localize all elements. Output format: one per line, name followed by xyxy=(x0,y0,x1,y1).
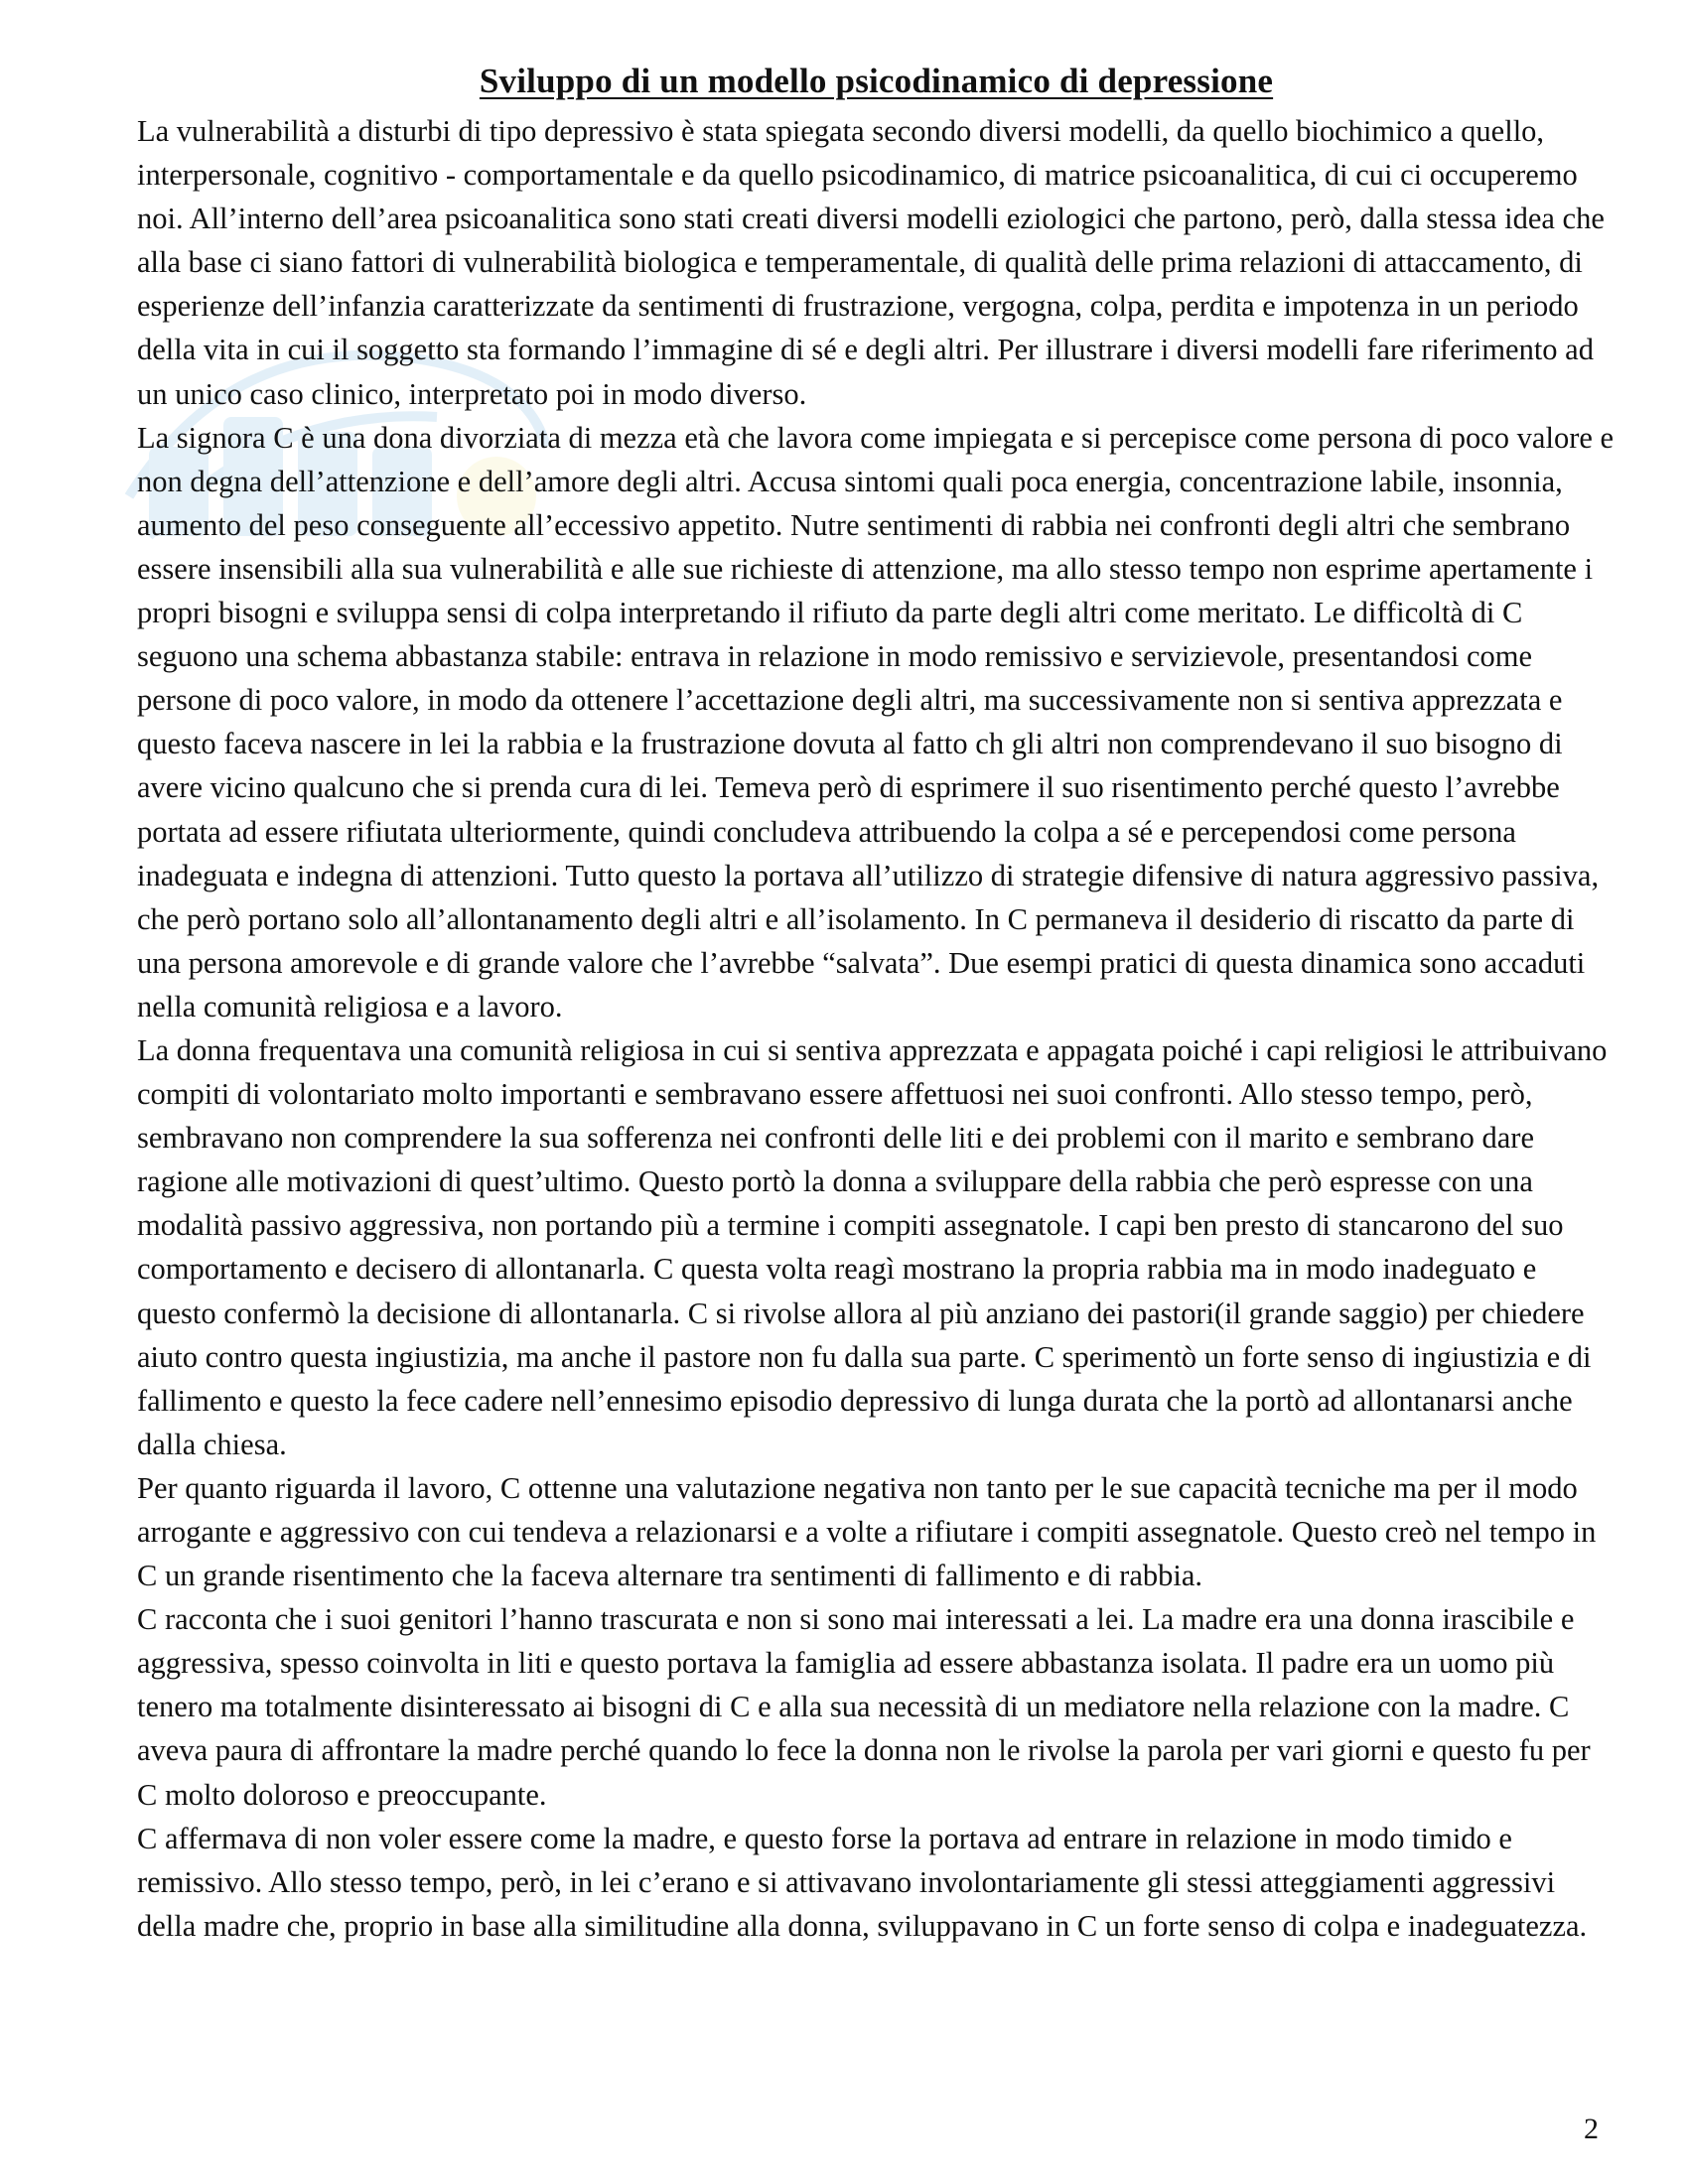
paragraph-intro: La vulnerabilità a disturbi di tipo depressivo è stata spiegata secondo diversi modelli, da quello biochimico a quello, interpersonale, cognitivo - comportamentale e da quello psicodinamico, di matrice psicoanalitica, di cui ci occuperemo noi. All’interno dell’area psicoanalitica sono stati creati diversi modelli eziologici che partono, però, dalla stessa idea che alla base ci siano fattori di vulnerabilità biologica e temperamentale, di qualità delle prima relazioni di attaccamento, di esperienze dell’infanzia caratterizzate da sentimenti di frustrazione, vergogna, colpa, perdita e impotenza in un periodo della vita in cui il soggetto sta formando l’immagine di sé e degli altri. Per illustrare i diversi modelli fare riferimento ad un unico caso clinico, interpretato poi in modo diverso. xyxy=(137,114,1605,411)
page-number: 2 xyxy=(1584,2113,1599,2145)
paragraph-religious-community: La donna frequentava una comunità religiosa in cui si sentiva apprezzata e appagata poiché i capi religiosi le attribuivano compiti di volontariato molto importanti e sembravano essere affettuosi nei suoi confronti. Allo stesso tempo, però, sembravano non comprendere la sua sofferenza nei confronti delle liti e dei problemi con il marito e sembrano dare ragione alle motivazioni di quest’ultimo. Questo portò la donna a sviluppare della rabbia che però espresse con una modalità passivo aggressiva, non portando più a termine i compiti assegnatole. I capi ben presto di stancarono del suo comportamento e decisero di allontanarla. C questa volta reagì mostrano la propria rabbia ma in modo inadeguato e questo confermò la decisione di allontanarla. C si rivolse allora al più anziano dei pastori(il grande saggio) per chiedere aiuto contro questa ingiustizia, ma anche il pastore non fu dalla sua parte. C sperimentò un forte senso di ingiustizia e di fallimento e questo la fece cadere nell’ennesimo episodio depressivo di lunga durata che la portò ad allontanarsi anche dalla chiesa. xyxy=(137,1032,1608,1461)
document-title: Sviluppo di un modello psicodinamico di depressione xyxy=(479,62,1274,100)
paragraph-work: Per quanto riguarda il lavoro, C ottenne una valutazione negativa non tanto per le sue capacità tecniche ma per il modo arrogante e aggressivo con cui tendeva a relazionarsi e a volte a rifiutare i compiti assegnatole. Questo creò nel tempo in C un grande risentimento che la faceva alternare tra sentimenti di fallimento e di rabbia. xyxy=(137,1470,1597,1593)
document-body xyxy=(137,109,1617,1948)
paragraph-parents: C racconta che i suoi genitori l’hanno trascurata e non si sono mai interessati a lei. La madre era una donna irascibile e aggressiva, spesso coinvolta in liti e questo portava la famiglia ad essere abbastanza isolata. Il padre era un uomo più tenero ma totalmente disinteressato ai bisogni di C e alla sua necessità di un mediatore nella relazione con la madre. C aveva paura di affrontare la madre perché quando lo fece la donna non le rivolse la parola per vari giorni e questo fu per C molto doloroso e preoccupante. xyxy=(137,1602,1591,1812)
paragraph-case-description: La signora C è una dona divorziata di mezza età che lavora come impiegata e si percepisce come persona di poco valore e non degna dell’attenzione e dell’amore degli altri. Accusa sintomi quali poca energia, concentrazione labile, insonnia, aumento del peso conseguente all’eccessivo appetito. Nutre sentimenti di rabbia nei confronti degli altri che sembrano essere insensibili alla sua vulnerabilità e alle sue richieste di attenzione, ma allo stesso tempo non esprime apertamente i propri bisogni e sviluppa sensi di colpa interpretando il rifiuto da parte degli altri come meritato. Le difficoltà di C seguono una schema abbastanza stabile: entrava in relazione in modo remissivo e servizievole, presentandosi come persone di poco valore, in modo da ottenere l’accettazione degli altri, ma successivamente non si sentiva apprezzata e questo faceva nascere in lei la rabbia e la frustrazione dovuta al fatto ch gli altri non comprendevano il suo bisogno di avere vicino qualcuno che si prenda cura di lei. Temeva però di esprimere il suo risentimento perché questo l’avrebbe portata ad essere rifiutata ulteriormente, quindi concludeva attribuendo la colpa a sé e percependosi come persona inadeguata e indegna di attenzioni. Tutto questo la portava all’utilizzo di strategie difensive di natura aggressivo passiva, che però portano solo all’allontanamento degli altri e all’isolamento. In C permaneva il desiderio di riscatto da parte di una persona amorevole e di grande valore che l’avrebbe “salvata”. Due esempi pratici di questa dinamica sono accaduti nella comunità religiosa e a lavoro. xyxy=(137,420,1615,1024)
paragraph-conclusion: C affermava di non voler essere come la madre, e questo forse la portava ad entrare in relazione in modo timido e remissivo. Allo stesso tempo, però, in lei c’erano e si attivavano involontariamente gli stessi atteggiamenti aggressivi della madre che, proprio in base alla similitudine alla donna, sviluppavano in C un forte senso di colpa e inadeguatezza. xyxy=(137,1821,1588,1943)
